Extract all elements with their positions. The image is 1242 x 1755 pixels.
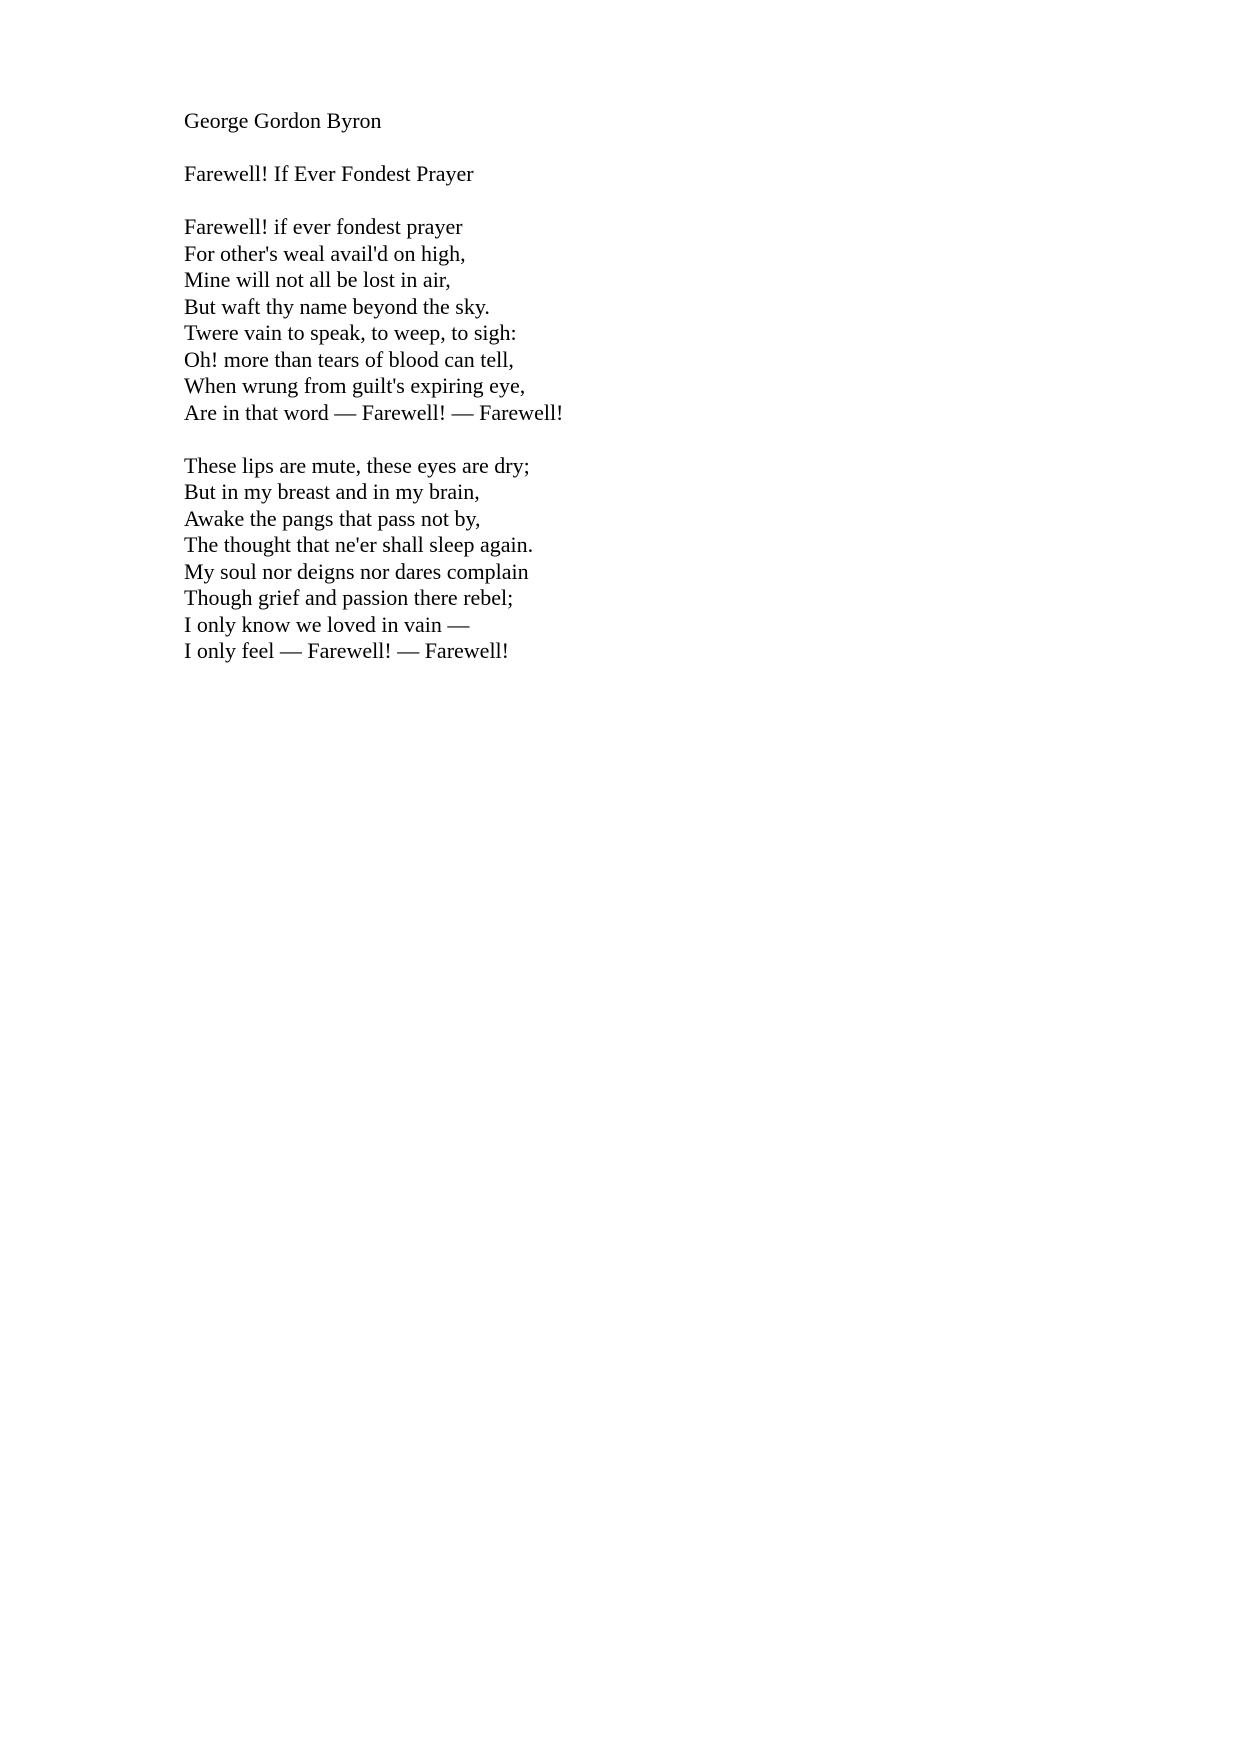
author-name: George Gordon Byron: [184, 108, 382, 133]
poem-line: Farewell! if ever fondest prayer: [184, 214, 463, 239]
poem-line: Mine will not all be lost in air,: [184, 267, 451, 292]
stanza-2: [184, 453, 1084, 665]
poem-line: Awake the pangs that pass not by,: [184, 505, 481, 531]
poem-line: I only feel — Farewell! — Farewell!: [184, 638, 509, 663]
poem-line: Twere vain to speak, to weep, to sigh:: [184, 320, 517, 345]
stanza-1: [184, 214, 1084, 426]
poem-line: The thought that ne'er shall sleep again.: [184, 532, 534, 557]
poem-title: Farewell! If Ever Fondest Prayer: [184, 161, 474, 186]
poem-line: For other's weal avail'd on high,: [184, 240, 466, 266]
poem-line: Oh! more than tears of blood can tell,: [184, 346, 514, 372]
poem-line: Though grief and passion there rebel;: [184, 585, 514, 610]
poem-line: But in my breast and in my brain,: [184, 479, 480, 504]
poem-content: [184, 108, 1084, 665]
poem-line: I only know we loved in vain —: [184, 611, 470, 637]
poem-line: But waft thy name beyond the sky.: [184, 293, 490, 319]
poem-line: These lips are mute, these eyes are dry;: [184, 452, 530, 478]
poem-line: When wrung from guilt's expiring eye,: [184, 373, 526, 398]
poem-line: My soul nor deigns nor dares complain: [184, 558, 529, 584]
poem-line: Are in that word — Farewell! — Farewell!: [184, 399, 564, 425]
